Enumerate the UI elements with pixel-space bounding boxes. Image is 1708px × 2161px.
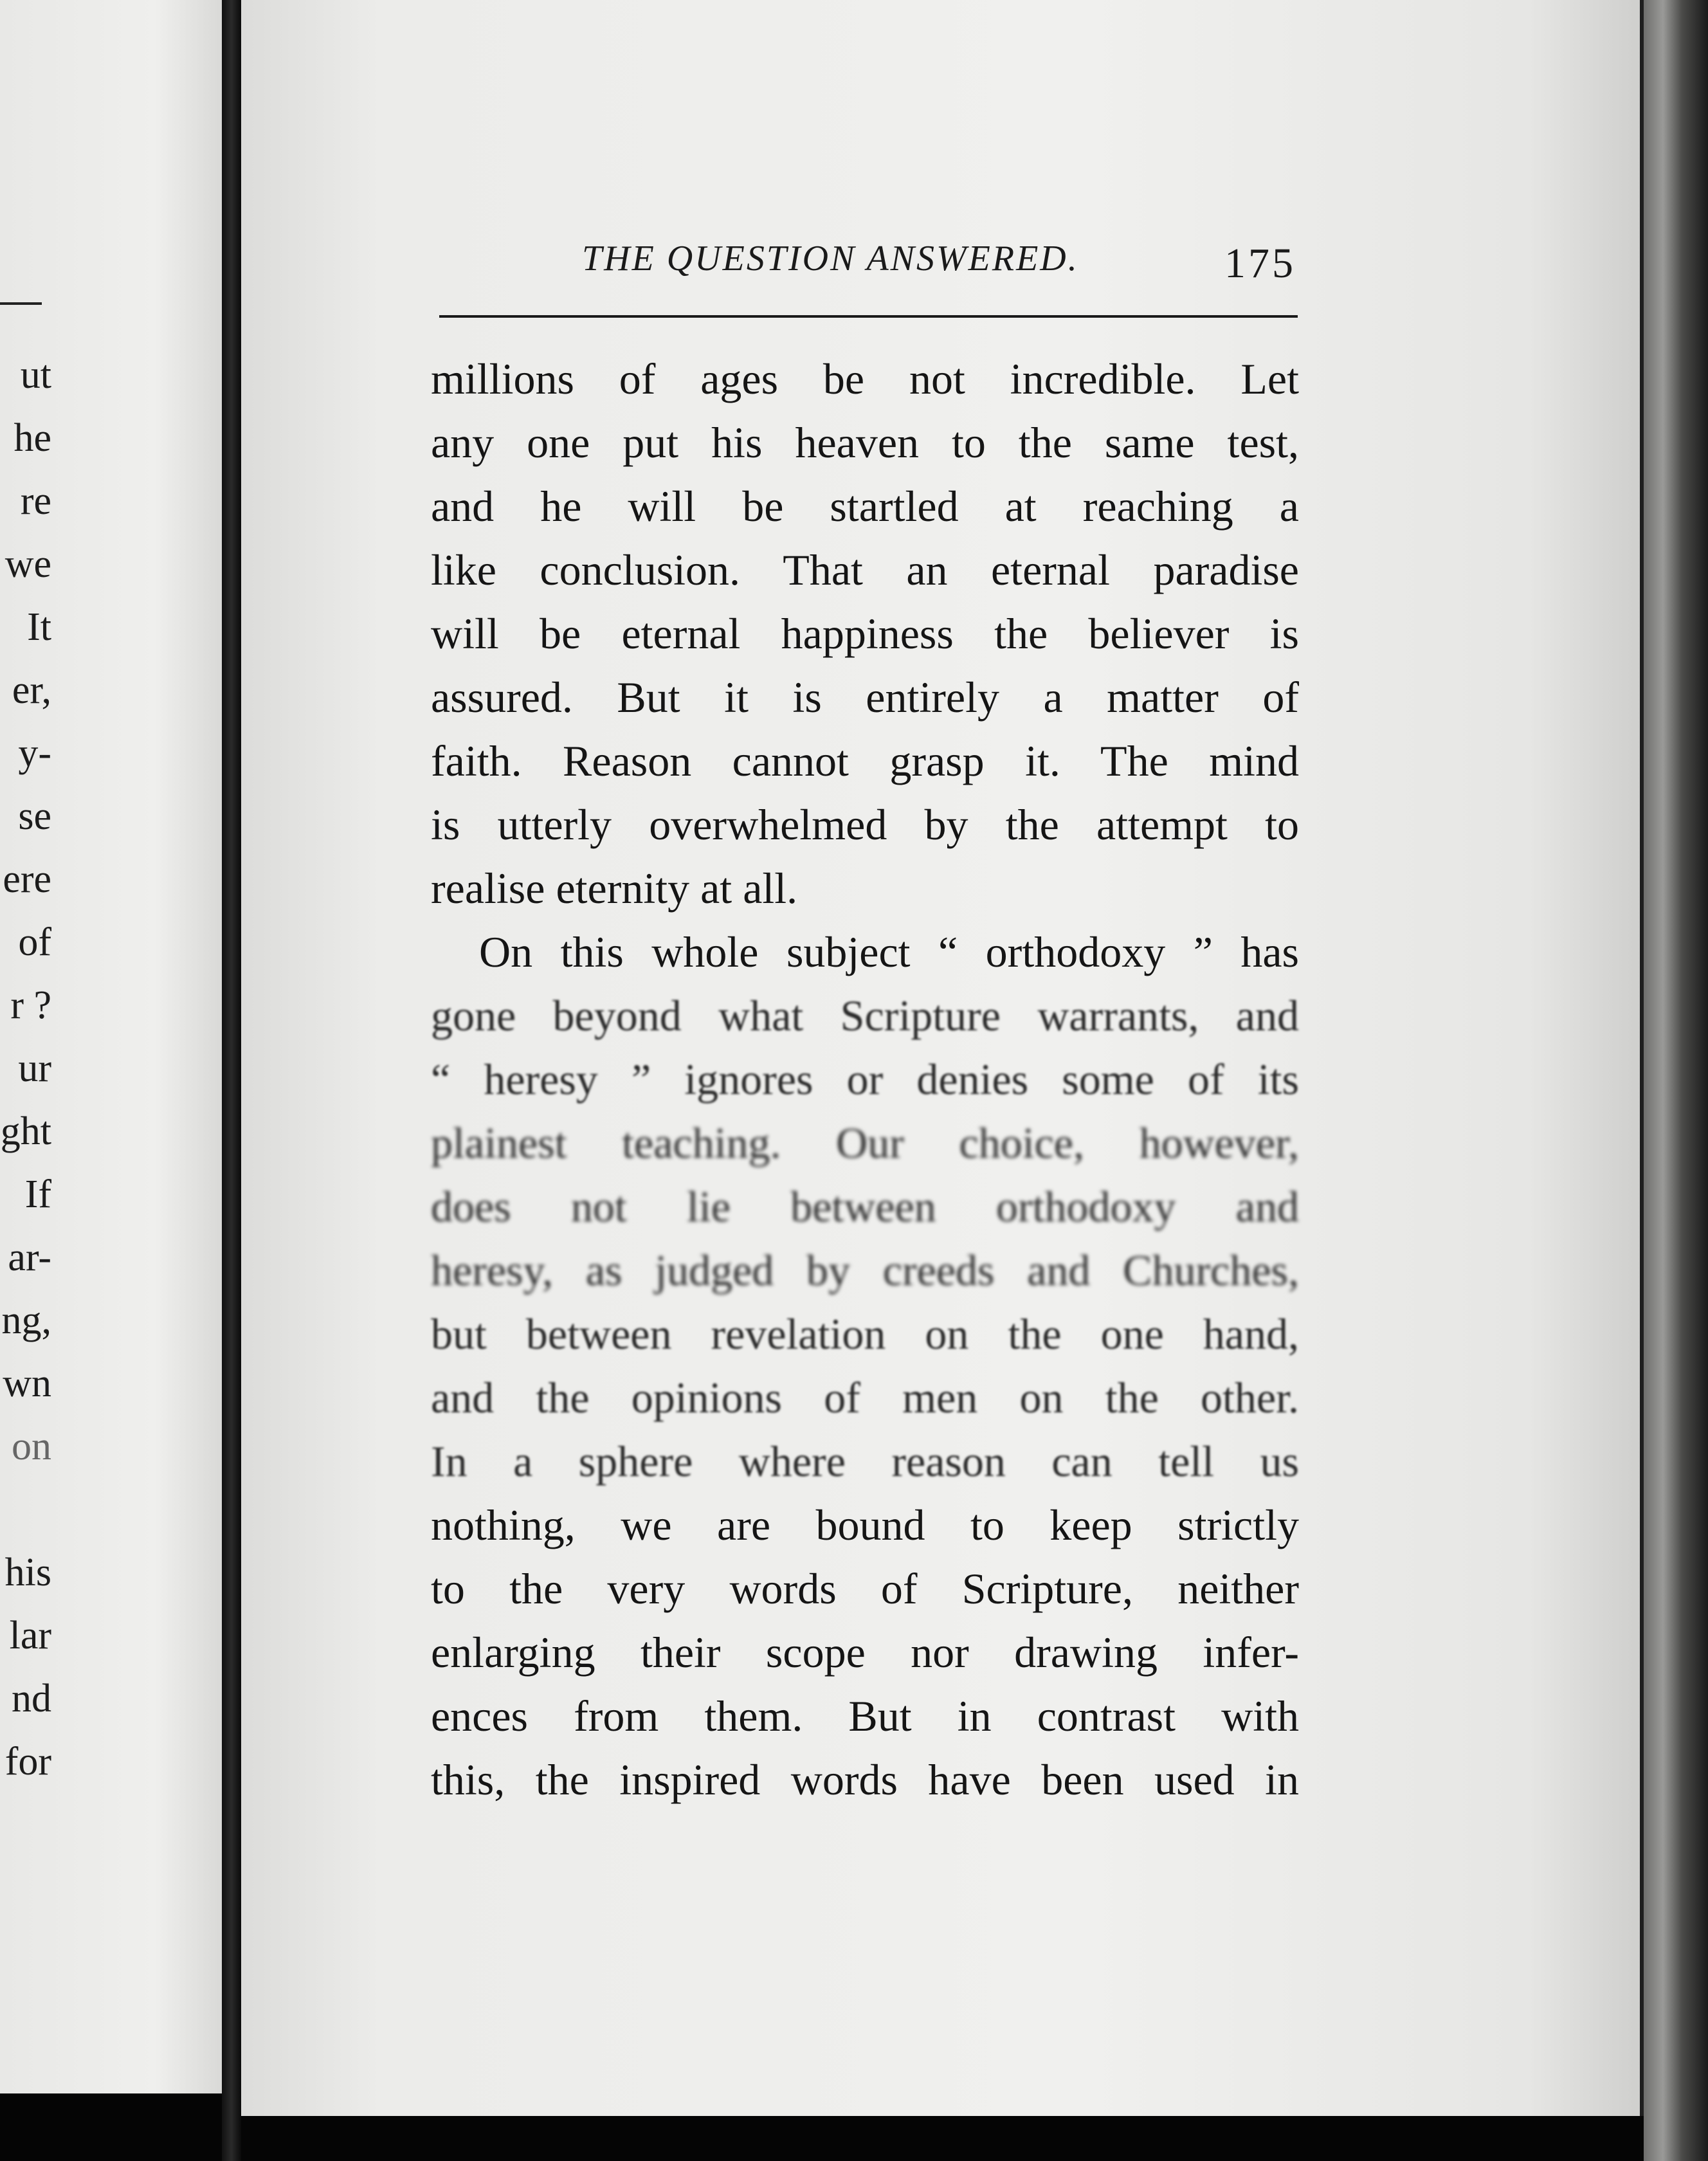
left-fragment: re <box>20 479 51 523</box>
left-fragment: er, <box>12 668 51 712</box>
book-gutter <box>222 0 241 2161</box>
text-line: faith. Reason cannot grasp it. The mind <box>431 736 1299 785</box>
left-fragment: for <box>5 1740 51 1783</box>
left-fragment: It <box>27 605 51 649</box>
left-fragment: of <box>18 920 51 964</box>
text-line: is utterly overwhelmed by the attempt to <box>431 800 1299 849</box>
page-number: 175 <box>1224 240 1296 287</box>
left-fragment: ght <box>0 1109 51 1153</box>
text-line: and he will be startled at reaching a <box>431 482 1299 531</box>
left-facing-page <box>0 0 224 2093</box>
text-line: “ heresy ” ignores or denies some of its <box>431 1055 1299 1104</box>
text-line: this, the inspired words have been used in <box>431 1755 1299 1804</box>
left-fragment: ere <box>3 857 51 901</box>
body-text <box>431 347 1299 1812</box>
left-fragment: r ? <box>10 983 51 1027</box>
left-fragment: his <box>5 1551 51 1594</box>
text-line: assured. But it is entirely a matter of <box>431 673 1299 722</box>
text-line: In a sphere where reason can tell us <box>431 1437 1299 1486</box>
text-line: does not lie between orthodoxy and <box>431 1182 1299 1231</box>
left-fragment: ur <box>18 1046 51 1090</box>
text-line: will be eternal happiness the believer is <box>431 609 1299 658</box>
left-fragment: y- <box>18 731 51 775</box>
left-fragment: on <box>12 1425 51 1468</box>
left-fragment: lar <box>9 1614 51 1657</box>
text-line: plainest teaching. Our choice, however, <box>431 1118 1299 1167</box>
text-line: like conclusion. That an eternal paradise <box>431 545 1299 594</box>
running-head <box>582 232 1296 289</box>
left-fragment: we <box>5 542 51 586</box>
text-line: heresy, as judged by creeds and Churches, <box>431 1246 1299 1295</box>
text-line: realise eternity at all. <box>431 864 798 913</box>
text-line: any one put his heaven to the same test, <box>431 418 1299 467</box>
text-line: enlarging their scope nor drawing infer- <box>431 1628 1299 1677</box>
text-line: and the opinions of men on the other. <box>431 1373 1299 1422</box>
text-line: On this whole subject “ orthodoxy ” has <box>479 927 1299 976</box>
text-line: ences from them. But in contrast with <box>431 1691 1299 1740</box>
left-fragment: he <box>14 416 51 460</box>
running-title: THE QUESTION ANSWERED. <box>582 239 1079 278</box>
text-line: but between revelation on the one hand, <box>431 1309 1299 1358</box>
text-line: nothing, we are bound to keep strictly <box>431 1500 1299 1549</box>
header-rule <box>439 315 1298 318</box>
book-edge <box>1644 0 1708 2161</box>
left-fragment: nd <box>12 1677 51 1720</box>
left-fragment: wn <box>3 1362 51 1405</box>
left-page-text <box>0 0 51 2093</box>
left-fragment: se <box>18 794 51 838</box>
left-fragment: ng, <box>1 1299 51 1342</box>
left-fragment: ut <box>20 353 51 397</box>
text-line: millions of ages be not incredible. Let <box>431 354 1299 403</box>
left-fragment: If <box>24 1172 51 1216</box>
text-line: to the very words of Scripture, neither <box>431 1564 1299 1613</box>
left-fragment: ar- <box>8 1236 51 1279</box>
text-line: gone beyond what Scripture warrants, and <box>431 991 1299 1040</box>
